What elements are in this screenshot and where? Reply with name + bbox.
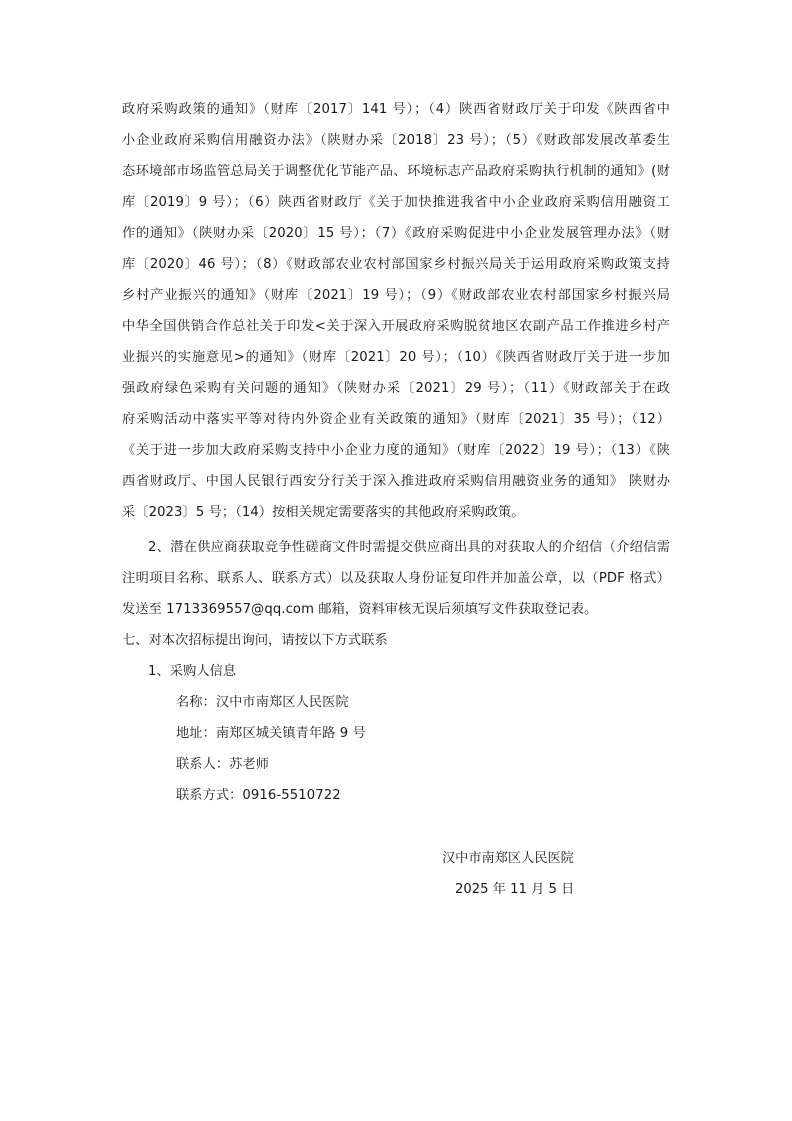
policy-line: 业振兴的实施意见>的通知》（财库〔2021〕20 号）；（10）《陕西省财政厅关于进一步加 [122, 350, 670, 365]
policy-line: 府采购活动中落实平等对待内外资企业有关政策的通知》（财库〔2021〕35 号）；（12） [122, 412, 670, 427]
policy-line: 西省财政厅、中国人民银行西安分行关于深入推进政府采购信用融资业务的通知》 陕财办 [122, 474, 670, 489]
item2-line: 注明项目名称、联系人、联系方式）以及获取人身份证复印件并加盖公章，以（PDF 格式） [122, 571, 670, 586]
item2-line: 2、潜在供应商获取竞争性磋商文件时需提交供应商出具的对获取人的介绍信（介绍信需 [148, 540, 670, 555]
policy-line: 中华全国供销合作总社关于印发<关于深入开展政府采购脱贫地区农副产品工作推进乡村产 [122, 319, 670, 334]
section-heading: 七、对本次招标提出询问，请按以下方式联系 [122, 633, 388, 648]
policy-line: 态环境部市场监管总局关于调整优化节能产品、环境标志产品政府采购执行机制的通知》(财 [122, 164, 670, 179]
purchaser-name: 名称：汉中市南郑区人民医院 [176, 695, 349, 710]
policy-line: 《关于进一步加大政府采购支持中小企业力度的通知》（财库〔2022〕19 号）；（13）《陕 [122, 443, 670, 458]
subsection-heading: 1、采购人信息 [148, 664, 237, 679]
purchaser-phone: 联系方式：0916-5510722 [176, 788, 341, 803]
policy-line: 小企业政府采购信用融资办法》（陕财办采〔2018〕23 号）；（5）《财政部发展改革委生 [122, 133, 670, 148]
purchaser-contact: 联系人：苏老师 [176, 757, 270, 772]
policy-line: 库〔2020〕46 号）；（8）《财政部农业农村部国家乡村振兴局关于运用政府采购政策支持 [122, 257, 670, 272]
signature-date: 2025 年 11 月 5 日 [455, 882, 575, 897]
policy-line: 政府采购政策的通知》（财库〔2017〕141 号）；（4）陕西省财政厅关于印发《陕西省中 [122, 102, 670, 117]
policy-line: 库〔2019〕9 号）；（6）陕西省财政厅《关于加快推进我省中小企业政府采购信用融资工 [122, 195, 670, 210]
policy-line: 采〔2023〕5 号；（14）按相关规定需要落实的其他政府采购政策。 [122, 505, 525, 520]
policy-line: 作的通知》（陕财办采〔2020〕15 号）；（7）《政府采购促进中小企业发展管理办法》（财 [122, 226, 670, 241]
purchaser-address: 地址：南郑区城关镇青年路 9 号 [176, 726, 366, 741]
policy-line: 强政府绿色采购有关问题的通知》（陕财办采〔2021〕29 号）；（11）《财政部关于在政 [122, 381, 670, 396]
policy-line: 乡村产业振兴的通知》（财库〔2021〕19 号）；（9）《财政部农业农村部国家乡村振兴局 [122, 288, 670, 303]
signature-org: 汉中市南郑区人民医院 [442, 851, 574, 866]
item2-line: 发送至 1713369557@qq.com 邮箱，资料审核无误后须填写文件获取登记表。 [122, 602, 598, 617]
